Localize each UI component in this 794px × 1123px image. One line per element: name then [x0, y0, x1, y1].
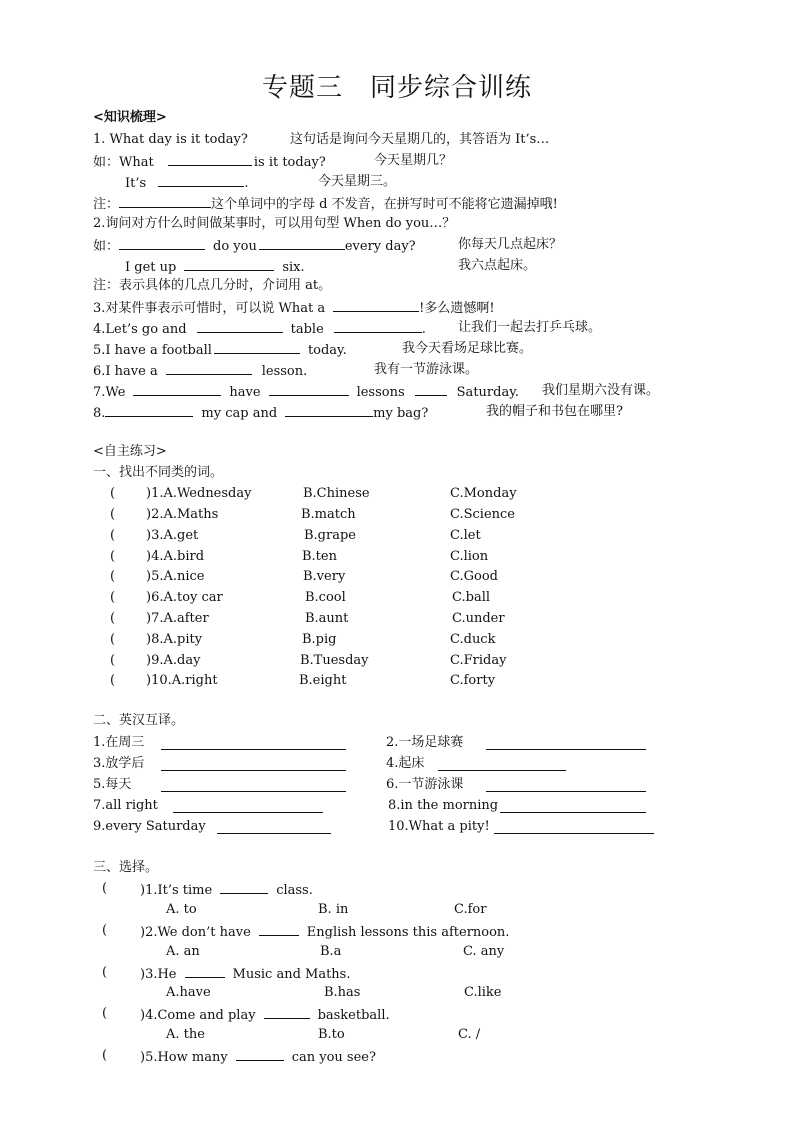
option-c: C.lion	[450, 549, 489, 564]
answer-blank[interactable]	[334, 320, 422, 333]
translate-item-4: 4.起床	[386, 756, 425, 771]
translate-item-5: 5.每天	[93, 777, 132, 792]
knowledge-line-7-end: Saturday.	[456, 385, 519, 400]
option-c: C.forty	[450, 673, 496, 688]
knowledge-line-7	[93, 383, 519, 401]
option-c: C.let	[450, 528, 481, 543]
knowledge-line-6-prefix: 6.I have a	[93, 364, 158, 379]
option-b: B.aunt	[305, 611, 349, 626]
option-b: B.ten	[302, 549, 337, 564]
option-a: A. an	[166, 944, 200, 959]
choice-question-5-end: can you see?	[291, 1050, 376, 1065]
knowledge-line-8-cn: 我的帽子和书包在哪里?	[486, 404, 623, 419]
answer-line[interactable]	[161, 770, 346, 771]
paren-open: (	[110, 507, 116, 522]
paren-open: (	[102, 1048, 108, 1063]
option-b: B.a	[320, 944, 342, 959]
option-b: B.Chinese	[303, 486, 370, 501]
example-1-suffix: is it today?	[253, 155, 326, 170]
option-c: C. /	[458, 1027, 481, 1042]
option-b: B.very	[303, 569, 346, 584]
answer-line[interactable]	[438, 770, 566, 771]
answer-line[interactable]	[161, 749, 346, 750]
option-a: A.have	[166, 985, 211, 1000]
paren-open: (	[102, 965, 108, 980]
choice-question-4-end: basketball.	[317, 1008, 390, 1023]
paren-open: (	[110, 590, 116, 605]
question-6: )6.A.toy car	[146, 590, 223, 605]
translate-item-1: 1.在周三	[93, 735, 145, 750]
question-8: )8.A.pity	[146, 632, 203, 647]
option-b: B.to	[318, 1027, 345, 1042]
knowledge-line-5-prefix: 5.I have a football	[93, 343, 212, 358]
knowledge-heading: <知识梳理>	[93, 110, 167, 125]
paren-open: (	[102, 1006, 108, 1021]
question-3: )3.A.get	[146, 528, 199, 543]
answer-blank[interactable]	[214, 341, 300, 354]
note-1	[93, 195, 558, 213]
option-c: C.Friday	[450, 653, 507, 668]
knowledge-line-3-prefix: 3.对某件事表示可惜时，可以说 What a	[93, 301, 326, 316]
option-c: C.Science	[450, 507, 515, 522]
answer-blank[interactable]	[119, 195, 211, 208]
choice-question-1-stem: )1.It’s time	[140, 883, 213, 898]
example-1-prefix: 如：What	[93, 155, 154, 170]
answer-blank[interactable]	[259, 237, 345, 250]
choice-question-3-end: Music and Maths.	[232, 967, 351, 982]
option-a: A. the	[166, 1027, 205, 1042]
answer-line[interactable]	[500, 812, 646, 813]
answer-line[interactable]	[486, 791, 646, 792]
example-2-mid: do you	[213, 239, 257, 254]
section-1-heading: 一、找出不同类的词。	[93, 465, 224, 480]
knowledge-line-4-cn: 让我们一起去打乒乓球。	[458, 320, 602, 335]
option-c: C.Monday	[450, 486, 517, 501]
question-10: )10.A.right	[146, 673, 218, 688]
knowledge-line-3-suffix: !多么遗憾啊!	[419, 301, 495, 316]
question-4: )4.A.bird	[146, 549, 205, 564]
option-c: C.duck	[450, 632, 496, 647]
paren-open: (	[110, 528, 116, 543]
choice-question-5-stem: )5.How many	[140, 1050, 228, 1065]
answer-line[interactable]	[217, 833, 331, 834]
answer-blank[interactable]	[236, 1048, 284, 1061]
answer-blank[interactable]	[259, 923, 299, 936]
choice-question-5	[140, 1048, 376, 1066]
choice-question-1-end: class.	[276, 883, 313, 898]
answer-blank[interactable]	[197, 320, 283, 333]
section-2-heading: 二、英汉互译。	[93, 713, 185, 728]
answer-blank[interactable]	[119, 237, 205, 250]
knowledge-line-4-mid: table	[290, 322, 324, 337]
translate-item-9: 9.every Saturday	[93, 819, 206, 834]
knowledge-line-7-prefix: 7.We	[93, 385, 126, 400]
paren-open: (	[102, 881, 108, 896]
choice-question-1	[140, 881, 313, 899]
example-1-cn: 今天星期几？	[374, 153, 453, 168]
paren-open: (	[110, 632, 116, 647]
translate-item-3: 3.放学后	[93, 756, 145, 771]
knowledge-line-6	[93, 362, 307, 380]
question-2: )2.A.Maths	[146, 507, 219, 522]
example-2-answer-prefix: I get up	[125, 260, 177, 275]
example-2-suffix: every day?	[344, 239, 416, 254]
answer-line[interactable]	[486, 749, 646, 750]
option-b: B.Tuesday	[300, 653, 369, 668]
knowledge-line-6-cn: 我有一节游泳课。	[374, 362, 479, 377]
example-2-answer-suffix: six.	[282, 260, 305, 275]
option-b: B.grape	[304, 528, 356, 543]
example-1-answer-cn: 今天星期三。	[318, 174, 397, 189]
option-b: B.match	[301, 507, 356, 522]
example-2-answer	[125, 258, 305, 276]
option-a: A. to	[166, 902, 197, 917]
example-1-answer	[125, 174, 248, 192]
option-b: B. in	[318, 902, 349, 917]
option-c: C.like	[464, 985, 502, 1000]
answer-blank[interactable]	[185, 965, 225, 978]
choice-question-4-stem: )4.Come and play	[140, 1008, 256, 1023]
knowledge-line-8-suffix: my bag?	[373, 406, 429, 421]
knowledge-line-5-suffix: today.	[307, 343, 347, 358]
translate-item-8: 8.in the morning	[388, 798, 499, 813]
knowledge-line-7-mid2: lessons	[356, 385, 405, 400]
knowledge-line-8-mid: my cap and	[201, 406, 278, 421]
knowledge-line-4	[93, 320, 426, 338]
note-1-prefix: 注：	[93, 197, 120, 212]
option-c: C.ball	[452, 590, 491, 605]
option-c: C. any	[463, 944, 505, 959]
translate-item-10: 10.What a pity!	[388, 819, 490, 834]
choice-question-2	[140, 923, 509, 941]
answer-blank[interactable]	[184, 258, 274, 271]
option-c: C.for	[454, 902, 487, 917]
paren-open: (	[110, 569, 116, 584]
knowledge-line-8-prefix: 8.	[93, 406, 106, 421]
paren-open: (	[102, 923, 108, 938]
example-2	[93, 237, 416, 255]
paren-open: (	[110, 673, 116, 688]
choice-question-2-end: English lessons this afternoon.	[306, 925, 510, 940]
knowledge-line-7-mid1: have	[229, 385, 261, 400]
choice-question-3	[140, 965, 350, 983]
knowledge-line-8	[93, 404, 428, 422]
answer-blank[interactable]	[269, 383, 349, 396]
choice-question-2-stem: )2.We don’t have	[140, 925, 251, 940]
paren-open: (	[110, 653, 116, 668]
question-7: )7.A.after	[146, 611, 209, 626]
option-b: B.cool	[305, 590, 346, 605]
paren-open: (	[110, 549, 116, 564]
example-2-answer-cn: 我六点起床。	[458, 258, 537, 273]
answer-blank[interactable]	[168, 153, 252, 166]
answer-line[interactable]	[494, 833, 654, 834]
option-c: C.Good	[450, 569, 498, 584]
practice-heading: <自主练习>	[93, 444, 167, 459]
question-1: )1.A.Wednesday	[146, 486, 252, 501]
answer-blank[interactable]	[166, 362, 252, 375]
knowledge-line-1-en: 1. What day is it today?	[93, 132, 248, 147]
answer-line[interactable]	[173, 812, 323, 813]
example-2-prefix: 如：	[93, 239, 120, 254]
answer-blank[interactable]	[415, 383, 447, 396]
example-2-cn: 你每天几点起床？	[458, 237, 563, 252]
answer-blank[interactable]	[105, 404, 193, 417]
translate-item-7: 7.all right	[93, 798, 158, 813]
answer-blank[interactable]	[158, 174, 244, 187]
answer-blank[interactable]	[333, 299, 419, 312]
choice-question-3-stem: )3.He	[140, 967, 177, 982]
answer-line[interactable]	[161, 791, 346, 792]
knowledge-line-4-prefix: 4.Let’s go and	[93, 322, 187, 337]
note-1-text: 这个单词中的字母 d 不发音，在拼写时可不能将它遗漏掉哦!	[211, 197, 558, 212]
knowledge-line-5	[93, 341, 347, 359]
page-title: 专题三 同步综合训练	[261, 73, 532, 103]
translate-item-6: 6.一节游泳课	[386, 777, 464, 792]
paren-open: (	[110, 486, 116, 501]
knowledge-line-4-end: .	[421, 322, 426, 337]
example-1-answer-prefix: It’s	[125, 176, 147, 191]
answer-blank[interactable]	[264, 1006, 310, 1019]
option-b: B.pig	[302, 632, 337, 647]
note-2: 注：表示具体的几点几分时，介词用 at。	[93, 278, 332, 293]
knowledge-line-1-cn: 这句话是询问今天星期几的，其答语为 It’s…	[290, 132, 550, 147]
option-b: B.has	[324, 985, 361, 1000]
example-1	[93, 153, 326, 171]
translate-item-2: 2.一场足球赛	[386, 735, 464, 750]
section-3-heading: 三、选择。	[93, 860, 159, 875]
question-9: )9.A.day	[146, 653, 201, 668]
answer-blank[interactable]	[220, 881, 268, 894]
knowledge-line-3	[93, 299, 495, 317]
answer-blank[interactable]	[133, 383, 221, 396]
knowledge-line-2: 2.询问对方什么时间做某事时，可以用句型 When do you…？	[93, 216, 456, 231]
option-c: C.under	[452, 611, 505, 626]
answer-blank[interactable]	[285, 404, 373, 417]
paren-open: (	[110, 611, 116, 626]
option-b: B.eight	[299, 673, 347, 688]
example-1-answer-end: .	[244, 176, 249, 191]
knowledge-line-7-cn: 我们星期六没有课。	[542, 383, 660, 398]
knowledge-line-5-cn: 我今天看场足球比赛。	[402, 341, 533, 356]
question-5: )5.A.nice	[146, 569, 205, 584]
knowledge-line-6-suffix: lesson.	[261, 364, 308, 379]
choice-question-4	[140, 1006, 390, 1024]
